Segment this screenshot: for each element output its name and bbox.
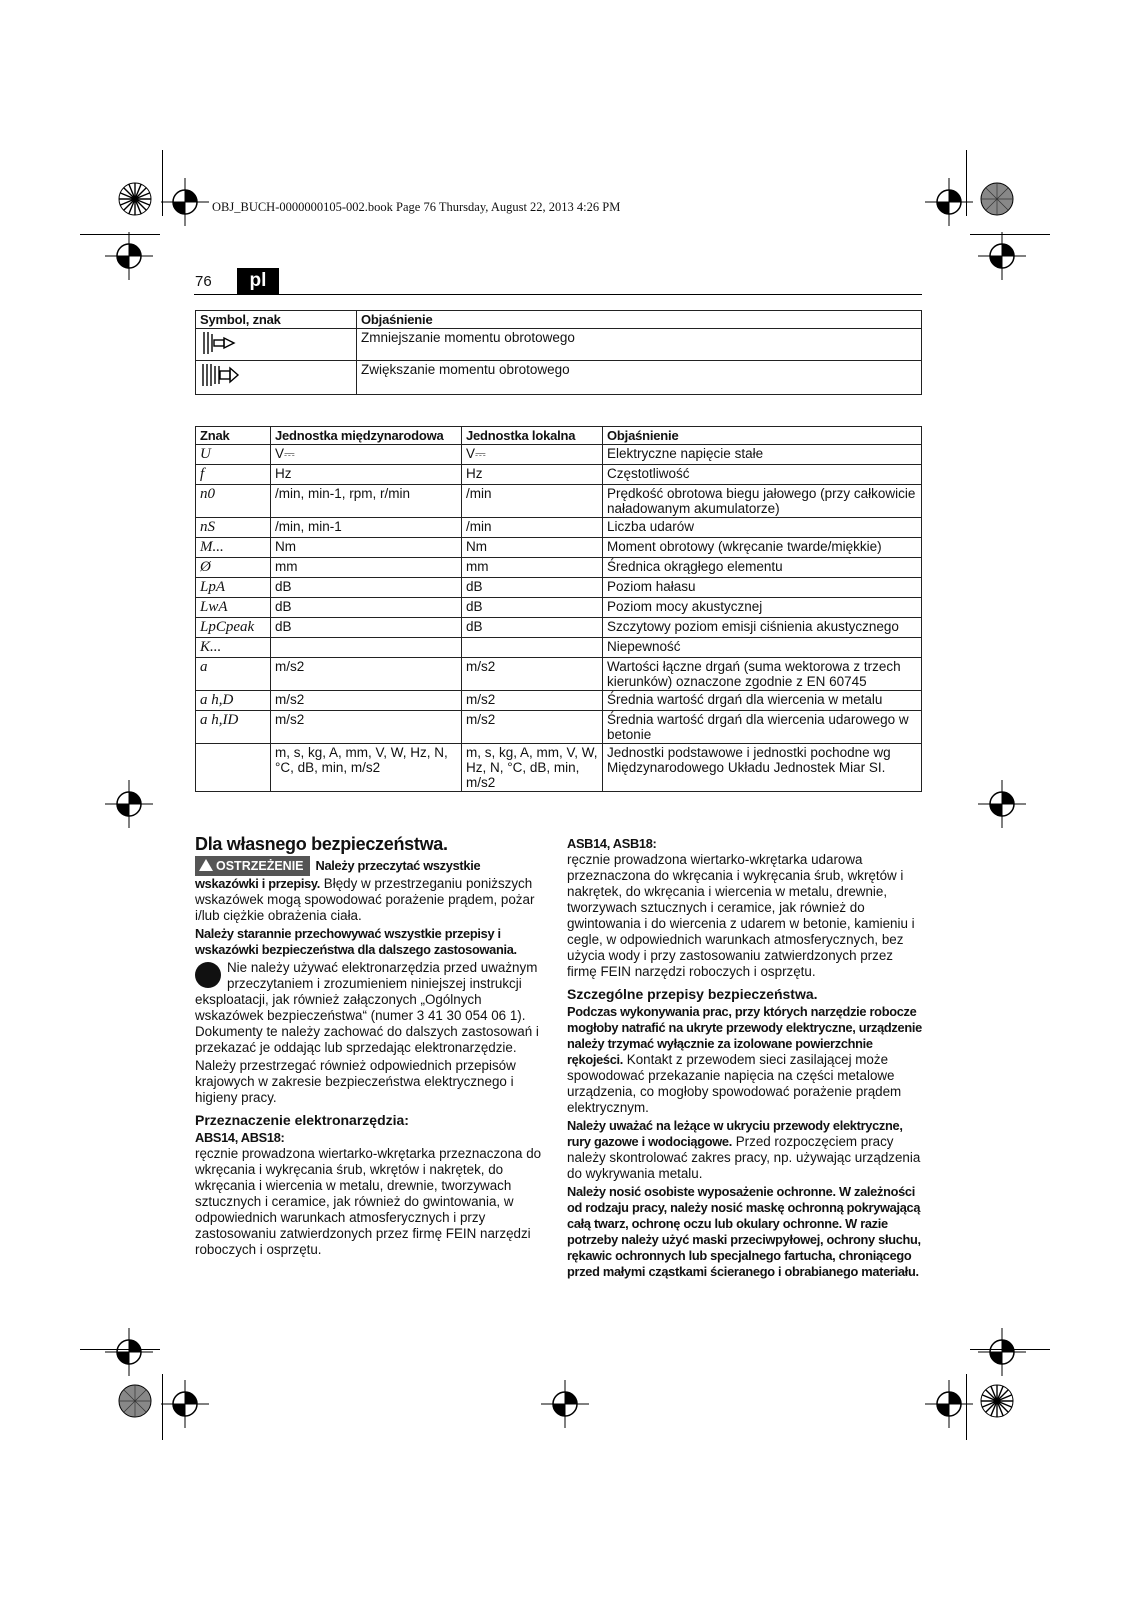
symbol-cell xyxy=(196,329,357,361)
read-manual-icon xyxy=(195,962,221,988)
intl-unit-cell: m/s2 xyxy=(271,691,462,711)
warning-paragraph xyxy=(195,856,543,924)
sign-cell: f xyxy=(196,465,271,485)
table-row xyxy=(196,518,922,538)
sign-cell: a xyxy=(196,658,271,691)
explanation-cell: Moment obrotowy (wkręcanie twarde/miękkie) xyxy=(603,538,922,558)
sign-cell: M... xyxy=(196,538,271,558)
rule-bold: Należy uważać na leżące w ukryciu przewody elektryczne, rury gazowe i wodociągowe. xyxy=(567,1118,903,1149)
explanation-cell: Zmniejszanie momentu obrotowego xyxy=(357,329,922,361)
torque-increase-icon xyxy=(200,362,240,388)
local-unit-cell: m, s, kg, A, mm, V, W, Hz, N, °C, dB, min, m/s2 xyxy=(462,744,603,792)
intl-unit-cell: m/s2 xyxy=(271,658,462,691)
color-target-icon xyxy=(980,182,1014,216)
explanation-cell: Wartości łączne drgań (suma wektorowa z trzech kierunków) oznaczone zgodnie z EN 60745 xyxy=(603,658,922,691)
intl-unit-cell: V⎓ xyxy=(271,445,462,465)
sign-cell: LpCpeak xyxy=(196,618,271,638)
registration-mark-icon xyxy=(105,232,153,280)
color-target-icon xyxy=(118,1384,152,1418)
table-row xyxy=(196,691,922,711)
rule-paragraph xyxy=(567,1004,922,1116)
local-unit-cell: V⎓ xyxy=(462,445,603,465)
table-header-row xyxy=(196,427,922,445)
table-row xyxy=(196,329,922,361)
warning-triangle-icon xyxy=(199,859,213,871)
local-unit-cell: dB xyxy=(462,598,603,618)
table-row xyxy=(196,445,922,465)
sign-cell: LpA xyxy=(196,578,271,598)
keep-instructions: Należy starannie przechowywać wszystkie przepisy i wskazówki bezpieczeństwa dla dalszego zastosowania. xyxy=(195,926,517,957)
intl-unit-cell: dB xyxy=(271,618,462,638)
asb-title: ASB14, ASB18: xyxy=(567,836,657,851)
registration-mark-icon xyxy=(541,1380,589,1428)
local-unit-cell: mm xyxy=(462,558,603,578)
registration-mark-icon xyxy=(105,1328,153,1376)
rule-paragraph: Należy nosić osobiste wyposażenie ochronne. W zależności od rodzaju pracy, należy nosić maskę ochronną pokrywającą całą twarz, ochronę oczu lub okulary ochronne. W razie potrzeby należy użyć maski przeciwpyłowej, ochrony słuchu, rękawic ochronnych lub specjalnego fartucha, chroniącego przed małymi cząstkami ścieranego i obrabianego materiału. xyxy=(567,1184,921,1279)
table-row xyxy=(196,558,922,578)
table-row xyxy=(196,598,922,618)
manual-text: Nie należy używać elektronarzędzia przed uważnym przeczytaniem i zrozumieniem niniejszej instrukcji eksploatacji, jak również załączonych „Ogólnych wskazówek bezpieczeństwa“ (numer 3 41 30 054 06 1). Dokumenty te należy zachować do dalszych zastosowań i przekazać je oddając lub sprzedając elektronarzędzie. xyxy=(195,960,539,1055)
asb-text: ręcznie prowadzona wiertarko-wkrętarka udarowa przeznaczona do wkręcania i wykręcania śrub, wkrętów i nakrętek, do wkręcania i wiercenia w metalu, drewnie, tworzywach sztucznych i ceramice, jak również do gwintowania i do wiercenia z udarem w betonie, kamieniu i cegle, w odpowiednich warunkach atmosferycznych, bez użycia wody i przy zastosowaniu zatwierdzonych przez firmę FEIN narzędzi roboczych i osprzętu. xyxy=(567,852,915,979)
color-target-icon xyxy=(118,182,152,216)
sign-cell: a h,ID xyxy=(196,711,271,744)
local-unit-cell: dB xyxy=(462,618,603,638)
explanation-cell: Średnia wartość drgań dla wiercenia w metalu xyxy=(603,691,922,711)
local-unit-cell: Hz xyxy=(462,465,603,485)
sign-cell: n0 xyxy=(196,485,271,518)
table-row xyxy=(196,361,922,395)
column-header: Objaśnienie xyxy=(357,311,922,329)
intl-unit-cell: mm xyxy=(271,558,462,578)
registration-mark-icon xyxy=(161,178,209,226)
column-header: Znak xyxy=(196,427,271,445)
page-number: 76 xyxy=(195,273,212,290)
table-row xyxy=(196,578,922,598)
explanation-cell: Niepewność xyxy=(603,638,922,658)
local-unit-cell: Nm xyxy=(462,538,603,558)
sign-cell: Ø xyxy=(196,558,271,578)
book-header-line: OBJ_BUCH-0000000105-002.book Page 76 Thursday, August 22, 2013 4:26 PM xyxy=(212,200,621,214)
explanation-cell: Liczba udarów xyxy=(603,518,922,538)
column-header: Jednostka międzynarodowa xyxy=(271,427,462,445)
section-title: Dla własnego bezpieczeństwa. xyxy=(195,834,448,854)
explanation-cell: Elektryczne napięcie stałe xyxy=(603,445,922,465)
regs-paragraph: Należy przestrzegać również odpowiednich przepisów krajowych w zakresie bezpieczeństwa elektrycznego i higieny pracy. xyxy=(195,1058,516,1105)
explanation-cell: Szczytowy poziom emisji ciśnienia akustycznego xyxy=(603,618,922,638)
registration-mark-icon xyxy=(925,178,973,226)
explanation-cell: Częstotliwość xyxy=(603,465,922,485)
explanation-cell: Średnica okrągłego elementu xyxy=(603,558,922,578)
color-target-icon xyxy=(980,1384,1014,1418)
warning-text: Błędy w przestrzeganiu poniższych wskazówek mogą spowodować porażenie prądem, pożar i/lub ciężkie obrażenia ciała. xyxy=(195,876,535,923)
special-rules-title: Szczególne przepisy bezpieczeństwa. xyxy=(567,986,818,1002)
intl-unit-cell: dB xyxy=(271,598,462,618)
column-header: Objaśnienie xyxy=(603,427,922,445)
registration-mark-icon xyxy=(105,780,153,828)
table-row xyxy=(196,711,922,744)
units-table xyxy=(195,426,922,792)
table-row xyxy=(196,485,922,518)
abs-title: ABS14, ABS18: xyxy=(195,1130,285,1145)
intl-unit-cell: /min, min-1, rpm, r/min xyxy=(271,485,462,518)
registration-mark-icon xyxy=(161,1380,209,1428)
local-unit-cell: m/s2 xyxy=(462,711,603,744)
table-row xyxy=(196,638,922,658)
table-row xyxy=(196,658,922,691)
sign-cell xyxy=(196,744,271,792)
local-unit-cell: m/s2 xyxy=(462,658,603,691)
rule-paragraph xyxy=(567,1118,922,1182)
table-header-row xyxy=(196,311,922,329)
intl-unit-cell: /min, min-1 xyxy=(271,518,462,538)
registration-mark-icon xyxy=(978,232,1026,280)
intl-unit-cell: Nm xyxy=(271,538,462,558)
symbol-table xyxy=(195,310,922,395)
explanation-cell: Zwiększanie momentu obrotowego xyxy=(357,361,922,395)
table-row xyxy=(196,618,922,638)
purpose-title: Przeznaczenie elektronarzędzia: xyxy=(195,1112,409,1128)
local-unit-cell: dB xyxy=(462,578,603,598)
local-unit-cell: m/s2 xyxy=(462,691,603,711)
registration-mark-icon xyxy=(978,780,1026,828)
table-row xyxy=(196,538,922,558)
local-unit-cell xyxy=(462,638,603,658)
sign-cell: U xyxy=(196,445,271,465)
local-unit-cell: /min xyxy=(462,518,603,538)
warning-label: OSTRZEŻENIE xyxy=(216,859,304,873)
table-row xyxy=(196,465,922,485)
intl-unit-cell: dB xyxy=(271,578,462,598)
explanation-cell: Średnia wartość drgań dla wiercenia udarowego w betonie xyxy=(603,711,922,744)
header-rule xyxy=(194,294,922,295)
explanation-cell: Jednostki podstawowe i jednostki pochodne wg Międzynarodowego Układu Jednostek Miar SI. xyxy=(603,744,922,792)
table-row xyxy=(196,744,922,792)
intl-unit-cell xyxy=(271,638,462,658)
left-column xyxy=(195,836,543,1260)
sign-cell: nS xyxy=(196,518,271,538)
intl-unit-cell: Hz xyxy=(271,465,462,485)
sign-cell: K... xyxy=(196,638,271,658)
column-header: Jednostka lokalna xyxy=(462,427,603,445)
abs-text: ręcznie prowadzona wiertarko-wkrętarka przeznaczona do wkręcania i wykręcania śrub, wkrętów i nakrętek, do wkręcania i wiercenia w metalu, drewnie, tworzywach sztucznych i ceramice, jak również do gwintowania, w odpowiednich warunkach atmosferycznych i przy zastosowaniu zatwierdzonych przez firmę FEIN narzędzi roboczych i osprzętu. xyxy=(195,1146,542,1257)
registration-mark-icon xyxy=(925,1380,973,1428)
rule-text: Kontakt z przewodem sieci zasilającej może spowodować przekazanie napięcia na części metalowe urządzenia, co mogłoby spowodować porażenie prądem elektrycznym. xyxy=(567,1052,902,1115)
local-unit-cell: /min xyxy=(462,485,603,518)
warning-badge xyxy=(195,856,310,876)
rule-text: Przed rozpoczęciem pracy należy skontrolować zakres pracy, np. używając urządzenia do wykrywania metalu. xyxy=(567,1134,921,1181)
manual-paragraph xyxy=(195,960,543,1056)
warning-bold: Należy przeczytać wszystkie wskazówki i przepisy. xyxy=(195,858,481,891)
explanation-cell: Poziom hałasu xyxy=(603,578,922,598)
registration-mark-icon xyxy=(978,1328,1026,1376)
symbol-cell xyxy=(196,361,357,395)
torque-decrease-icon xyxy=(200,330,238,356)
sign-cell: LwA xyxy=(196,598,271,618)
column-header: Symbol, znak xyxy=(196,311,357,329)
explanation-cell: Poziom mocy akustycznej xyxy=(603,598,922,618)
rule-bold: Podczas wykonywania prac, przy których narzędzie robocze mogłoby natrafić na ukryte przewody elektryczne, urządzenie należy trzymać wyłącznie za izolowane powierzchnie rękojeści. xyxy=(567,1004,922,1067)
sign-cell: a h,D xyxy=(196,691,271,711)
intl-unit-cell: m, s, kg, A, mm, V, W, Hz, N, °C, dB, min, m/s2 xyxy=(271,744,462,792)
explanation-cell: Prędkość obrotowa biegu jałowego (przy całkowicie naładowanym akumulatorze) xyxy=(603,485,922,518)
intl-unit-cell: m/s2 xyxy=(271,711,462,744)
right-column xyxy=(567,836,922,1282)
language-tab: pl xyxy=(237,268,279,294)
